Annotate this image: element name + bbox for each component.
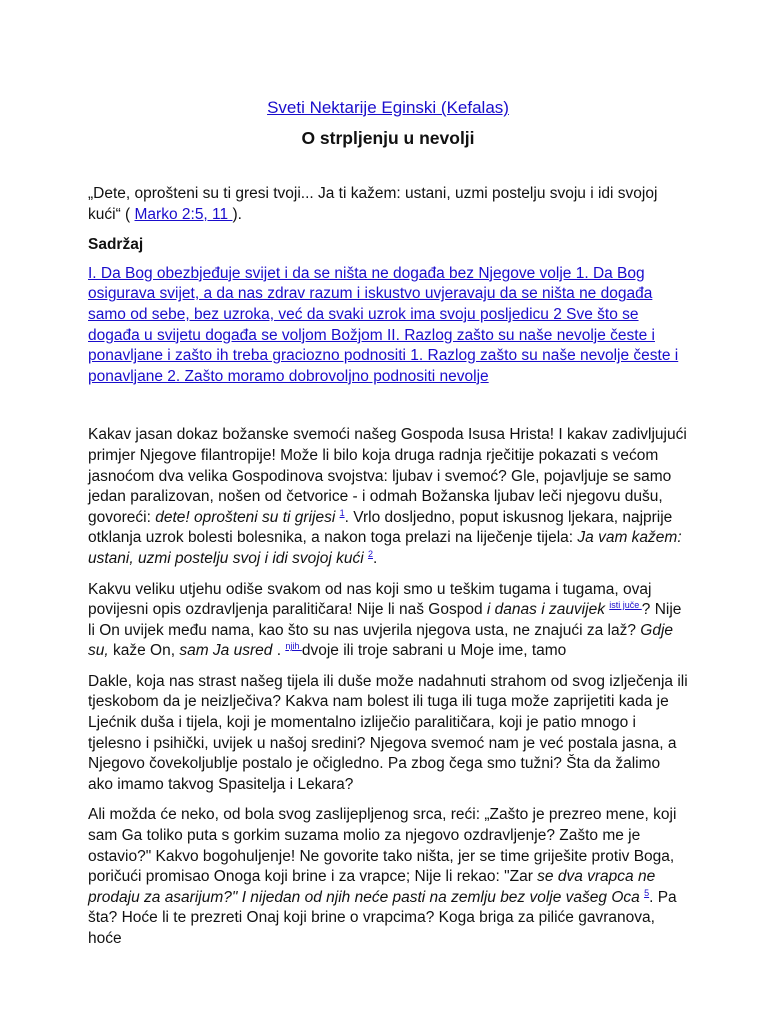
toc-heading: Sadržaj <box>88 236 144 254</box>
paragraph-1: Kakav jasan dokaz božanske svemoći našeg Gospoda Isusa Hrista! I kakav zadivljujući primjer Njegove filantropije! Može li bilo koja druga radnja rječitije pokazati s većom jasnoćom dva velika Gospodinova svojstva: ljubav i svemoć? Gle, pojavljuje se samo jedan paralizovan, nošen od četvorice - i odmah Božanska ljubav leči njegovu dušu, govoreći: dete! oprošteni su ti grijesi $^1$. Vrlo dosljedno, poput iskusnog ljekara, najprije otklanja uzrok bolesti bolesnika, a nakon toga prelazi na liječenje tijela: Ja vam kažem: ustani, uzmi postelju svoj i idi svojoj kući $^2$. <box>88 426 687 567</box>
author-link[interactable]: Sveti Nektarije Eginski (Kefalas) <box>267 98 509 117</box>
author-line <box>88 96 688 120</box>
note-link-njih[interactable]: njih <box>285 641 302 652</box>
document-content <box>88 96 688 960</box>
footnote-link-1[interactable]: 1 <box>339 507 345 518</box>
paragraph-3: Dakle, koja nas strast našeg tijela ili duše može nadahnuti strahom od svog izlječenja ili tjeskobom da je neizlječiva? Kakva nam bolest ili tuga ili tuga može zaprijetiti kada je Ljećnik duša i tijela, koji je momentalno izliječio paralitičara, koji je patio mnogo i tjelesno i psihički, uvijek u našoj sredini? Njegova svemoć nam je već postala jasna, a Njegovo čovekoljublje postalo je očigledno. Pa zbog čega smo tužni? Šta da žalimo ako imamo takvog Spasitelja i Lekara? <box>88 672 688 793</box>
scripture-reference-link[interactable]: Marko 2:5, 11 <box>134 205 233 223</box>
table-of-contents <box>88 264 688 388</box>
paragraph-4: Ali možda će neko, od bola svog zaslijepljenog srca, reći: „Zašto je prezreo mene, koji sam Ga toliko puta s gorkim suzama molio za njegovo ozdravljenje? Zašto me je ostavio?" Kakvo bogohuljenje! Ne govorite tako ništa, jer se time griješite protiv Boga, poričući promisao Onoga koji brine i za vrapce; Nije li rekao: "Zar se dva vrapca ne prodaju za asarijum?" I nijedan od njih neće pasti na zemlju bez volje vašeg Oca $^5$. Pa šta? Hoće li te prezreti Onaj koji brine o vrapcima? Koga briga za piliće gavranova, hoće <box>88 806 677 947</box>
document-title: O strpljenju u nevolji <box>301 128 475 148</box>
intro-quote: „Dete, oprošteni su ti gresi tvoji... Ja ti kažem: ustani, uzmi postelju svoju i idi svojoj kući“ ( Marko 2:5, 11 ). <box>88 185 658 223</box>
paragraph-2: Kakvu veliku utjehu odiše svakom od nas koji smo u teškim tugama i tugama, ovaj povijesni opis ozdravljenja paralitičara! Nije li naš Gospod i danas i zauvijek $^{isti juče}$ ? Nije li On uvijek među nama, kao što su nas uvjerila njegova usta, ne znajući za laž? Gdje su, kaže On, sam Ja usred . $^{njih}$ dvoje ili troje sabrani u Moje ime, tamo <box>88 580 682 660</box>
toc-link[interactable]: I. Da Bog obezbjeđuje svijet i da se ništa ne događa bez Njegove volje 1. Da Bog osigurava svijet, a da nas zdrav razum i iskustvo uvjeravaju da se ništa ne događa samo od sebe, bez uzroka, već da svaki uzrok ima svoju posljedicu 2 Sve što se događa u svijetu događa se voljom Božjom II. Razlog zašto su naše nevolje česte i ponavljane i zašto ih treba graciozno podnositi 1. Razlog zašto su naše nevolje česte i ponavljane 2. Zašto moramo dobrovoljno podnositi nevolje <box>88 264 679 385</box>
note-link-isti-juce[interactable]: isti juče <box>609 599 642 610</box>
footnote-link-2[interactable]: 2 <box>367 548 373 559</box>
footnote-link-5[interactable]: 5 <box>644 887 650 898</box>
